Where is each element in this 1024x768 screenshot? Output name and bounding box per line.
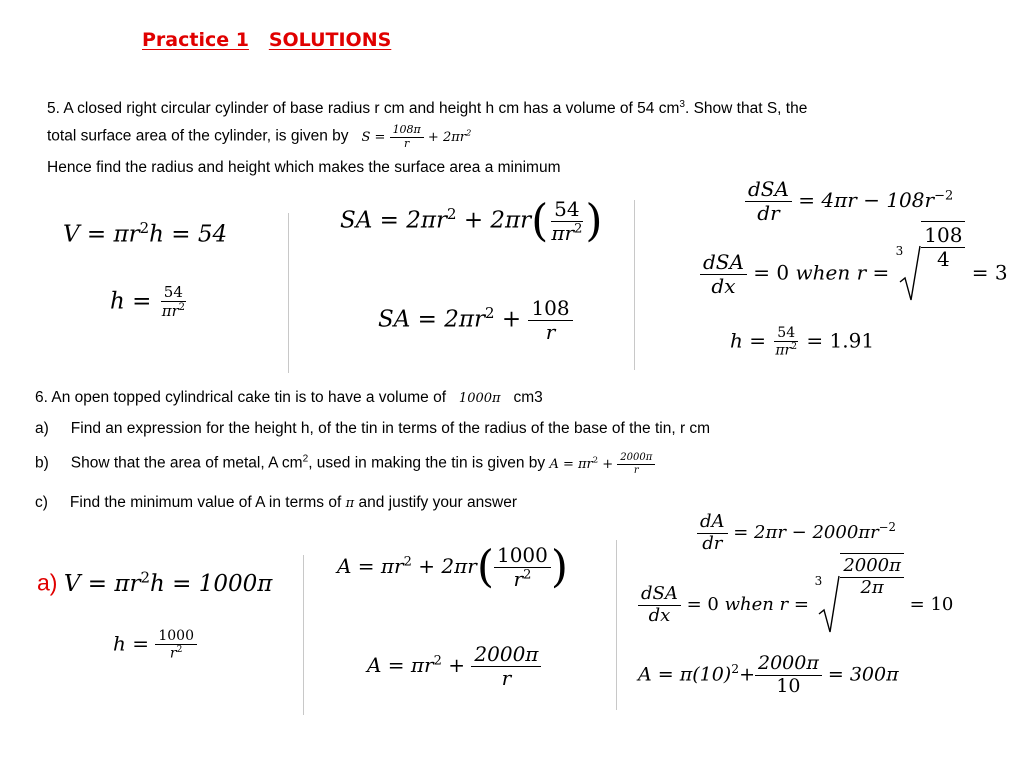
q6-part-c: c) Find the minimum value of A in terms of π and justify your answer xyxy=(35,494,517,511)
divider xyxy=(616,540,617,710)
divider xyxy=(288,213,289,373)
q5-formula: S = $\frac{108\pi}{r}$ + $2\pi r^2$ xyxy=(361,123,472,150)
q6-sol-a: a) $V = \pi r^2h = 1000\pi$ xyxy=(37,568,273,597)
divider xyxy=(634,200,635,370)
q5-line3: Hence find the radius and height which makes the surface area a minimum xyxy=(47,159,561,176)
q5-line1: 5. A closed right circular cylinder of base radius r cm and height h cm has a volume of 54 $cm^3$. Show that S, the xyxy=(47,99,808,118)
divider xyxy=(303,555,304,715)
q6-area-eq2: $A = \pi r^2$ + $\frac{2000\pi}{r}$ xyxy=(367,643,541,690)
q6-derivative: $\frac{dA}{dr}$ = $2\pi r - 2000\pi r^{-2}$ xyxy=(697,512,896,554)
title-practice: Practice 1 xyxy=(142,29,249,51)
q6-intro: 6. An open topped cylindrical cake tin is to have a volume of 1000π cm3 xyxy=(35,389,543,406)
page-title xyxy=(142,29,391,51)
q6-min-area: $A = \pi(10)^2+$ $\frac{2000\pi}{10}$ = 300π xyxy=(638,652,899,697)
q5-sa-eq2: SA = $2\pi r^2$ + $\frac{108}{r}$ xyxy=(378,297,573,344)
q5-height-eq: h = $\frac{54}{\pi r^2}$ xyxy=(110,283,185,321)
q6-stationary: $\frac{\text{dSA}}{dx}$ = 0 when r = 3 $\frac{2000\pi}{2\pi}$ = 10 xyxy=(638,574,953,636)
q5-line2: total surface area of the cylinder, is given by S = $\frac{108\pi}{r}$ + $2\pi r^2$ xyxy=(47,123,472,150)
q6-part-b: b) Show that the area of metal, A $cm^2$, used in making the tin is given by $A = \pi r^2$ + $\frac{2000\pi}{r}$ xyxy=(35,452,655,476)
q5-stationary: $\frac{\text{dSA}}{dx}$ = 0 when r = 3 $\frac{108}{4}$ = 3 xyxy=(700,244,1008,304)
q6-area-eq1: $A = \pi r^2 + 2\pi r$( $\frac{1000}{r^2}$ ) xyxy=(337,541,569,593)
title-solutions: SOLUTIONS xyxy=(268,29,392,51)
q5-derivative: $\frac{\text{dSA}}{dr}$ = $4\pi r - 108r^{-2}$ xyxy=(745,178,953,225)
q6-height-eq: h = $\frac{1000}{r^2}$ xyxy=(113,628,197,662)
q5-height-value: h = $\frac{54}{\pi r^2}$ = 1.91 xyxy=(730,325,875,359)
q6-part-a: a) Find an expression for the height h, of the tin in terms of the radius of the base of the tin, r cm xyxy=(35,420,711,437)
q5-sa-eq1: SA = $2\pi r^2 + 2\pi r$( $\frac{54}{\pi r^2}$ ) xyxy=(340,195,603,247)
q5-volume-eq: $V = \pi r^2h = 54$ xyxy=(63,219,228,248)
